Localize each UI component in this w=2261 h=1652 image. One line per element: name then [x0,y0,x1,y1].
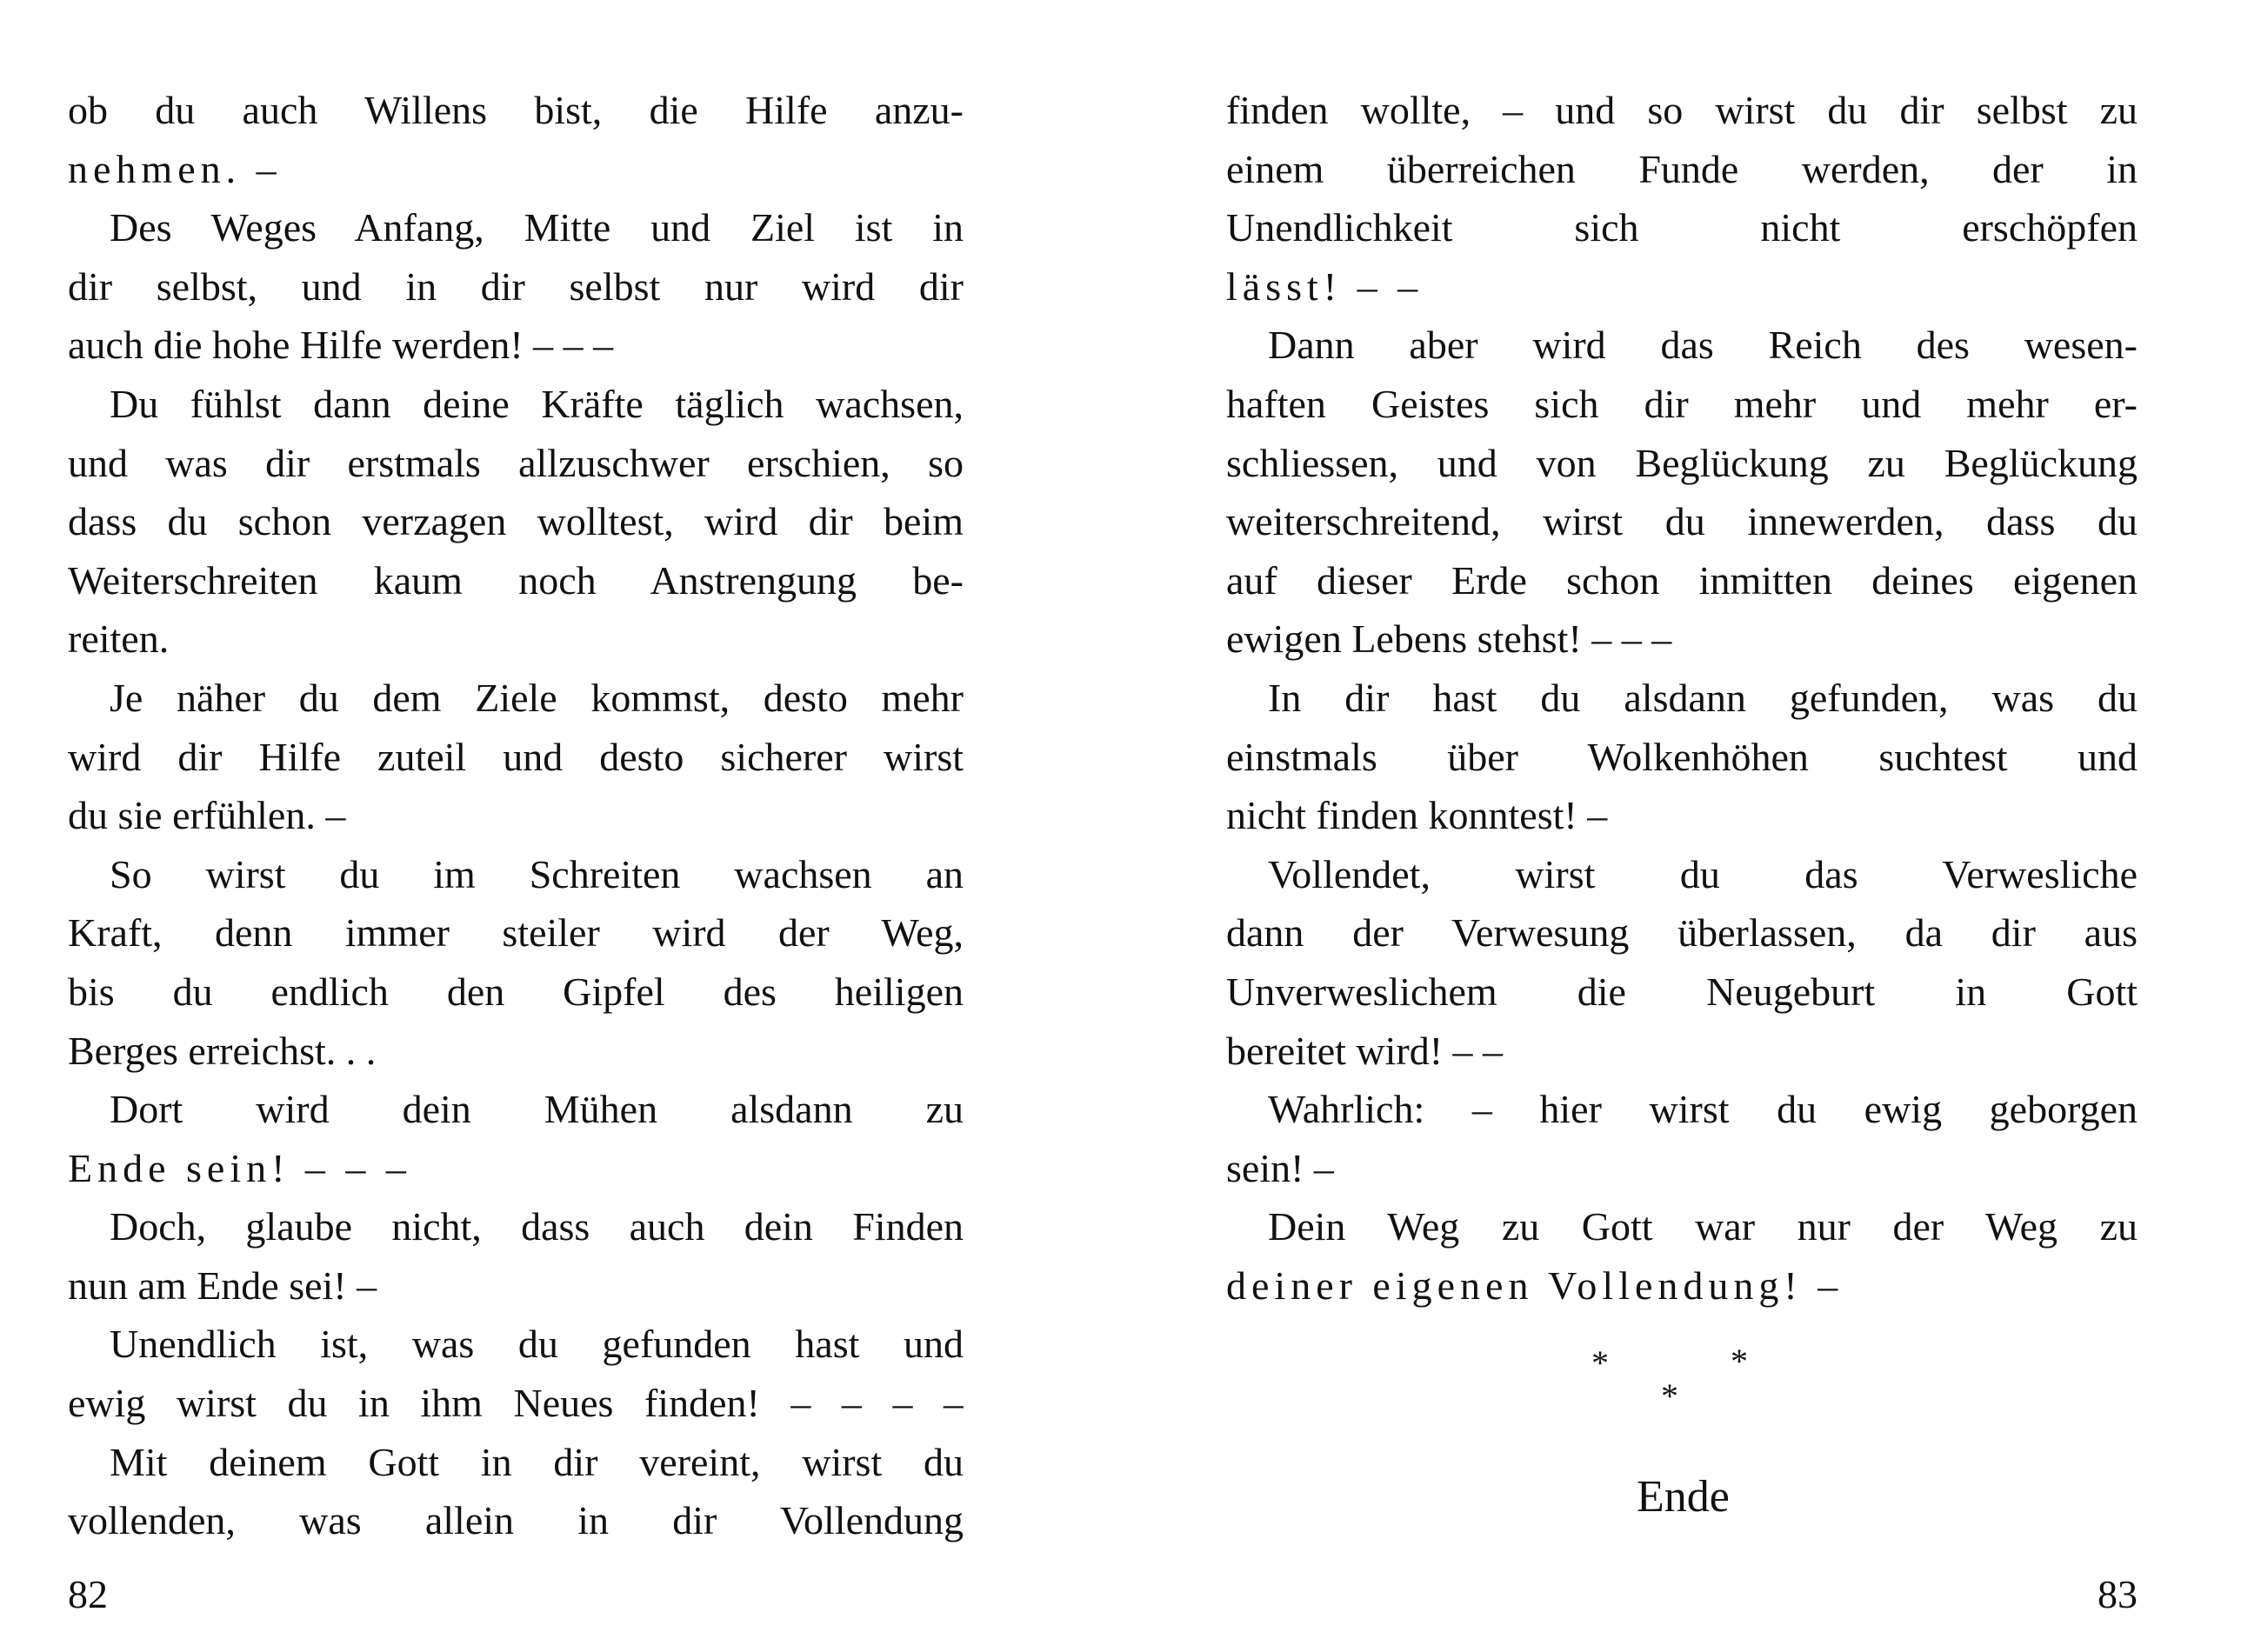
text-line: Vollendet, wirst du das Verwesliche [1268,851,2138,896]
text-line: Wahrlich: – hier wirst du ewig geborgen [1268,1087,2138,1132]
text-line: Du fühlst dann deine Kräfte täglich wachsen, [110,381,964,426]
text-line: reiten. [68,616,170,662]
text-line: bis du endlich den Gipfel des heiligen [68,969,964,1014]
text-line: deiner eigenen Vollendung! – [1226,1262,1844,1308]
text-line: schliessen, und von Beglückung zu Beglückung [1226,440,2138,485]
page-number: 83 [2098,1572,2138,1616]
text-line: Doch, glaube nicht, dass auch dein Finden [110,1204,964,1249]
text-line: Weiterschreiten kaum noch Anstrengung be- [68,557,964,603]
asterisk: * [1731,1342,1748,1381]
text-line: ewig wirst du in ihm Neues finden! – – – – [68,1381,964,1426]
text-line: ewigen Lebens stehst! – – – [1226,616,1672,662]
text-line: Des Weges Anfang, Mitte und Ziel ist in [110,205,964,250]
right-page [1226,0,2138,1652]
text-line: du sie erfühlen. – [68,793,346,838]
text-line: In dir hast du alsdann gefunden, was du [1268,675,2138,720]
text-line: haften Geistes sich dir mehr und mehr er- [1226,381,2138,426]
text-line: sein! – [1226,1145,1334,1190]
text-line: Berges erreichst. . . [68,1028,377,1073]
text-line: und was dir erstmals allzuschwer erschien, so [68,440,964,485]
asterisk: * [1591,1343,1609,1382]
text-line: einem überreichen Funde werden, der in [1226,146,2138,191]
text-line: nun am Ende sei! – [68,1262,377,1308]
text-line: Dein Weg zu Gott war nur der Weg zu [1268,1204,2138,1249]
text-line: auf dieser Erde schon inmitten deines eigenen [1226,557,2138,603]
text-line: dir selbst, und in dir selbst nur wird dir [68,263,964,309]
section-break-asterisks [1591,1337,1748,1416]
text-line: Unendlichkeit sich nicht erschöpfen [1226,205,2138,250]
right-page-text [1226,81,2138,1315]
left-page [68,0,964,1652]
text-line: ob du auch Willens bist, die Hilfe anzu- [68,88,964,132]
text-line: einstmals über Wolkenhöhen suchtest und [1226,734,2138,779]
text-line: Ende sein! – – – [68,1145,411,1190]
text-line: dann der Verwesung überlassen, da dir aus [1226,910,2138,956]
left-page-text [68,81,964,1550]
text-line: dass du schon verzagen wolltest, wird dir beim [68,499,964,544]
text-line: Dort wird dein Mühen alsdann zu [110,1087,964,1132]
text-line: lässt! – – [1226,263,1424,309]
text-line: nehmen. – [68,146,282,191]
text-line: Kraft, denn immer steiler wird der Weg, [68,910,964,956]
text-line: bereitet wird! – – [1226,1028,1504,1073]
text-line: wird dir Hilfe zuteil und desto sicherer wirst [68,734,964,779]
text-line: auch die hohe Hilfe werden! – – – [68,323,614,368]
page-number: 82 [68,1572,108,1616]
text-line: Je näher du dem Ziele kommst, desto mehr [110,675,964,720]
text-line: Dann aber wird das Reich des wesen- [1268,323,2138,368]
text-line: vollenden, was allein in dir Vollendung [68,1498,964,1543]
text-line: finden wollte, – und so wirst du dir selbst zu [1226,88,2138,132]
text-line: nicht finden konntest! – [1226,793,1608,838]
text-line: weiterschreitend, wirst du innewerden, dass du [1226,499,2138,544]
text-line: So wirst du im Schreiten wachsen an [110,851,964,896]
text-line: Mit deinem Gott in dir vereint, wirst du [110,1439,964,1484]
end-word: Ende [1637,1472,1730,1522]
text-line: Unendlich ist, was du gefunden hast und [110,1322,964,1367]
asterisk: * [1661,1376,1678,1416]
text-line: Unverweslichem die Neugeburt in Gott [1226,969,2138,1014]
